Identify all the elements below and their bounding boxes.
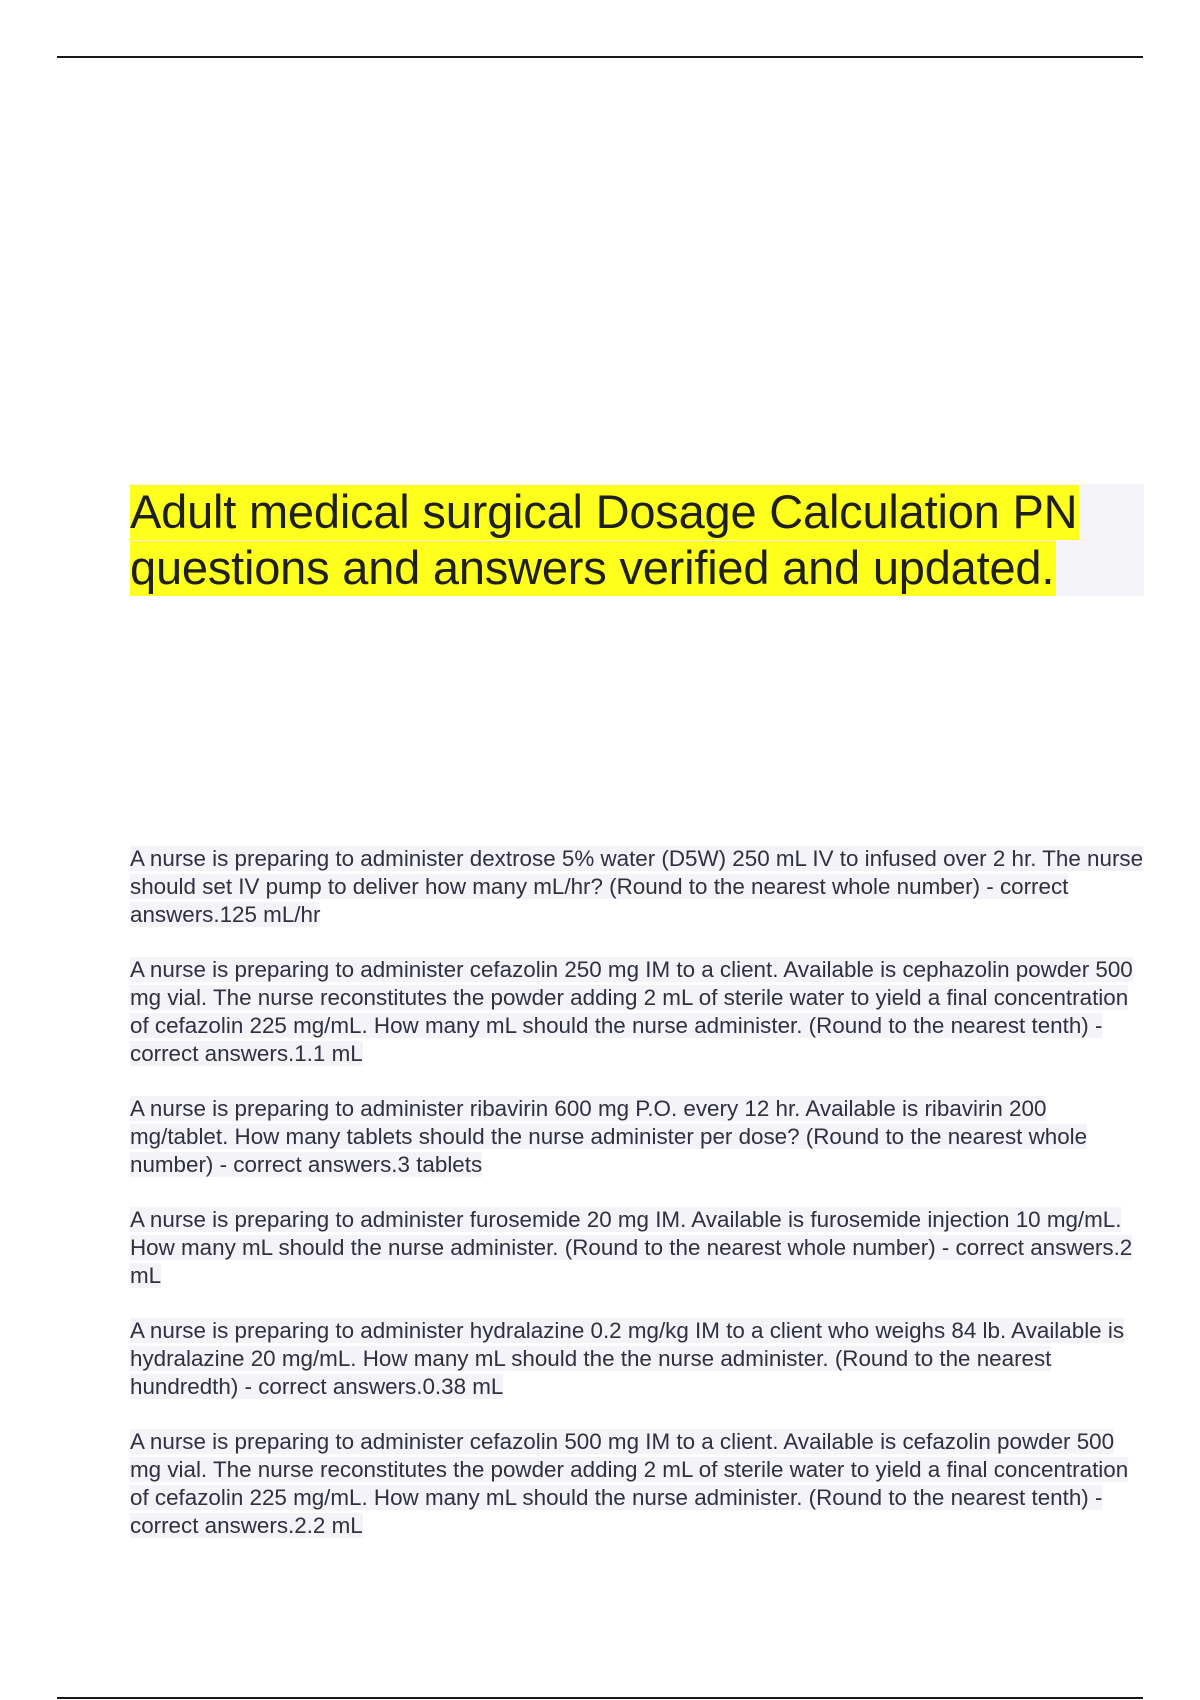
bottom-rule: [57, 1697, 1143, 1699]
document-title: [130, 484, 1144, 596]
question-item-5: [130, 1317, 1146, 1401]
question-item-6: [130, 1428, 1146, 1540]
question-text: A nurse is preparing to administer cefazolin 500 mg IM to a client. Available is cefazolin powder 500 mg vial. The nurse reconstitutes the powder adding 2 mL of sterile water to yield a final concentration of cefazolin 225 mg/mL. How many mL should the nurse administer. (Round to the nearest tenth) - correct answers.2.2 mL: [130, 1429, 1129, 1538]
highlighted-title-text: Adult medical surgical Dosage Calculation PN questions and answers verified and updated.: [130, 485, 1078, 594]
title-block: [130, 484, 1144, 596]
question-text: A nurse is preparing to administer ribavirin 600 mg P.O. every 12 hr. Available is ribavirin 200 mg/tablet. How many tablets should the nurse administer per dose? (Round to the nearest whole number) - correct answers.3 tablets: [130, 1096, 1088, 1177]
top-rule: [57, 56, 1143, 58]
question-text: A nurse is preparing to administer dextrose 5% water (D5W) 250 mL IV to infused over 2 hr. The nurse should set IV pump to deliver how many mL/hr? (Round to the nearest whole number) - correct answers.125 mL/hr: [130, 846, 1144, 927]
question-text: A nurse is preparing to administer hydralazine 0.2 mg/kg IM to a client who weighs 84 lb. Available is hydralazine 20 mg/mL. How many mL should the the nurse administer. (Round to the nearest hundredth) - correct answers.0.38 mL: [130, 1318, 1125, 1399]
question-item-1: [130, 845, 1146, 929]
question-text: A nurse is preparing to administer furosemide 20 mg IM. Available is furosemide injection 10 mg/mL. How many mL should the nurse administer. (Round to the nearest whole number) - correct answers.2 mL: [130, 1207, 1133, 1288]
question-text: A nurse is preparing to administer cefazolin 250 mg IM to a client. Available is cephazolin powder 500 mg vial. The nurse reconstitutes the powder adding 2 mL of sterile water to yield a final concentration of cefazolin 225 mg/mL. How many mL should the nurse administer. (Round to the nearest tenth) - correct answers.1.1 mL: [130, 957, 1133, 1066]
question-list: [130, 845, 1146, 1567]
question-item-3: [130, 1095, 1146, 1179]
question-item-4: [130, 1206, 1146, 1290]
question-item-2: [130, 956, 1146, 1068]
